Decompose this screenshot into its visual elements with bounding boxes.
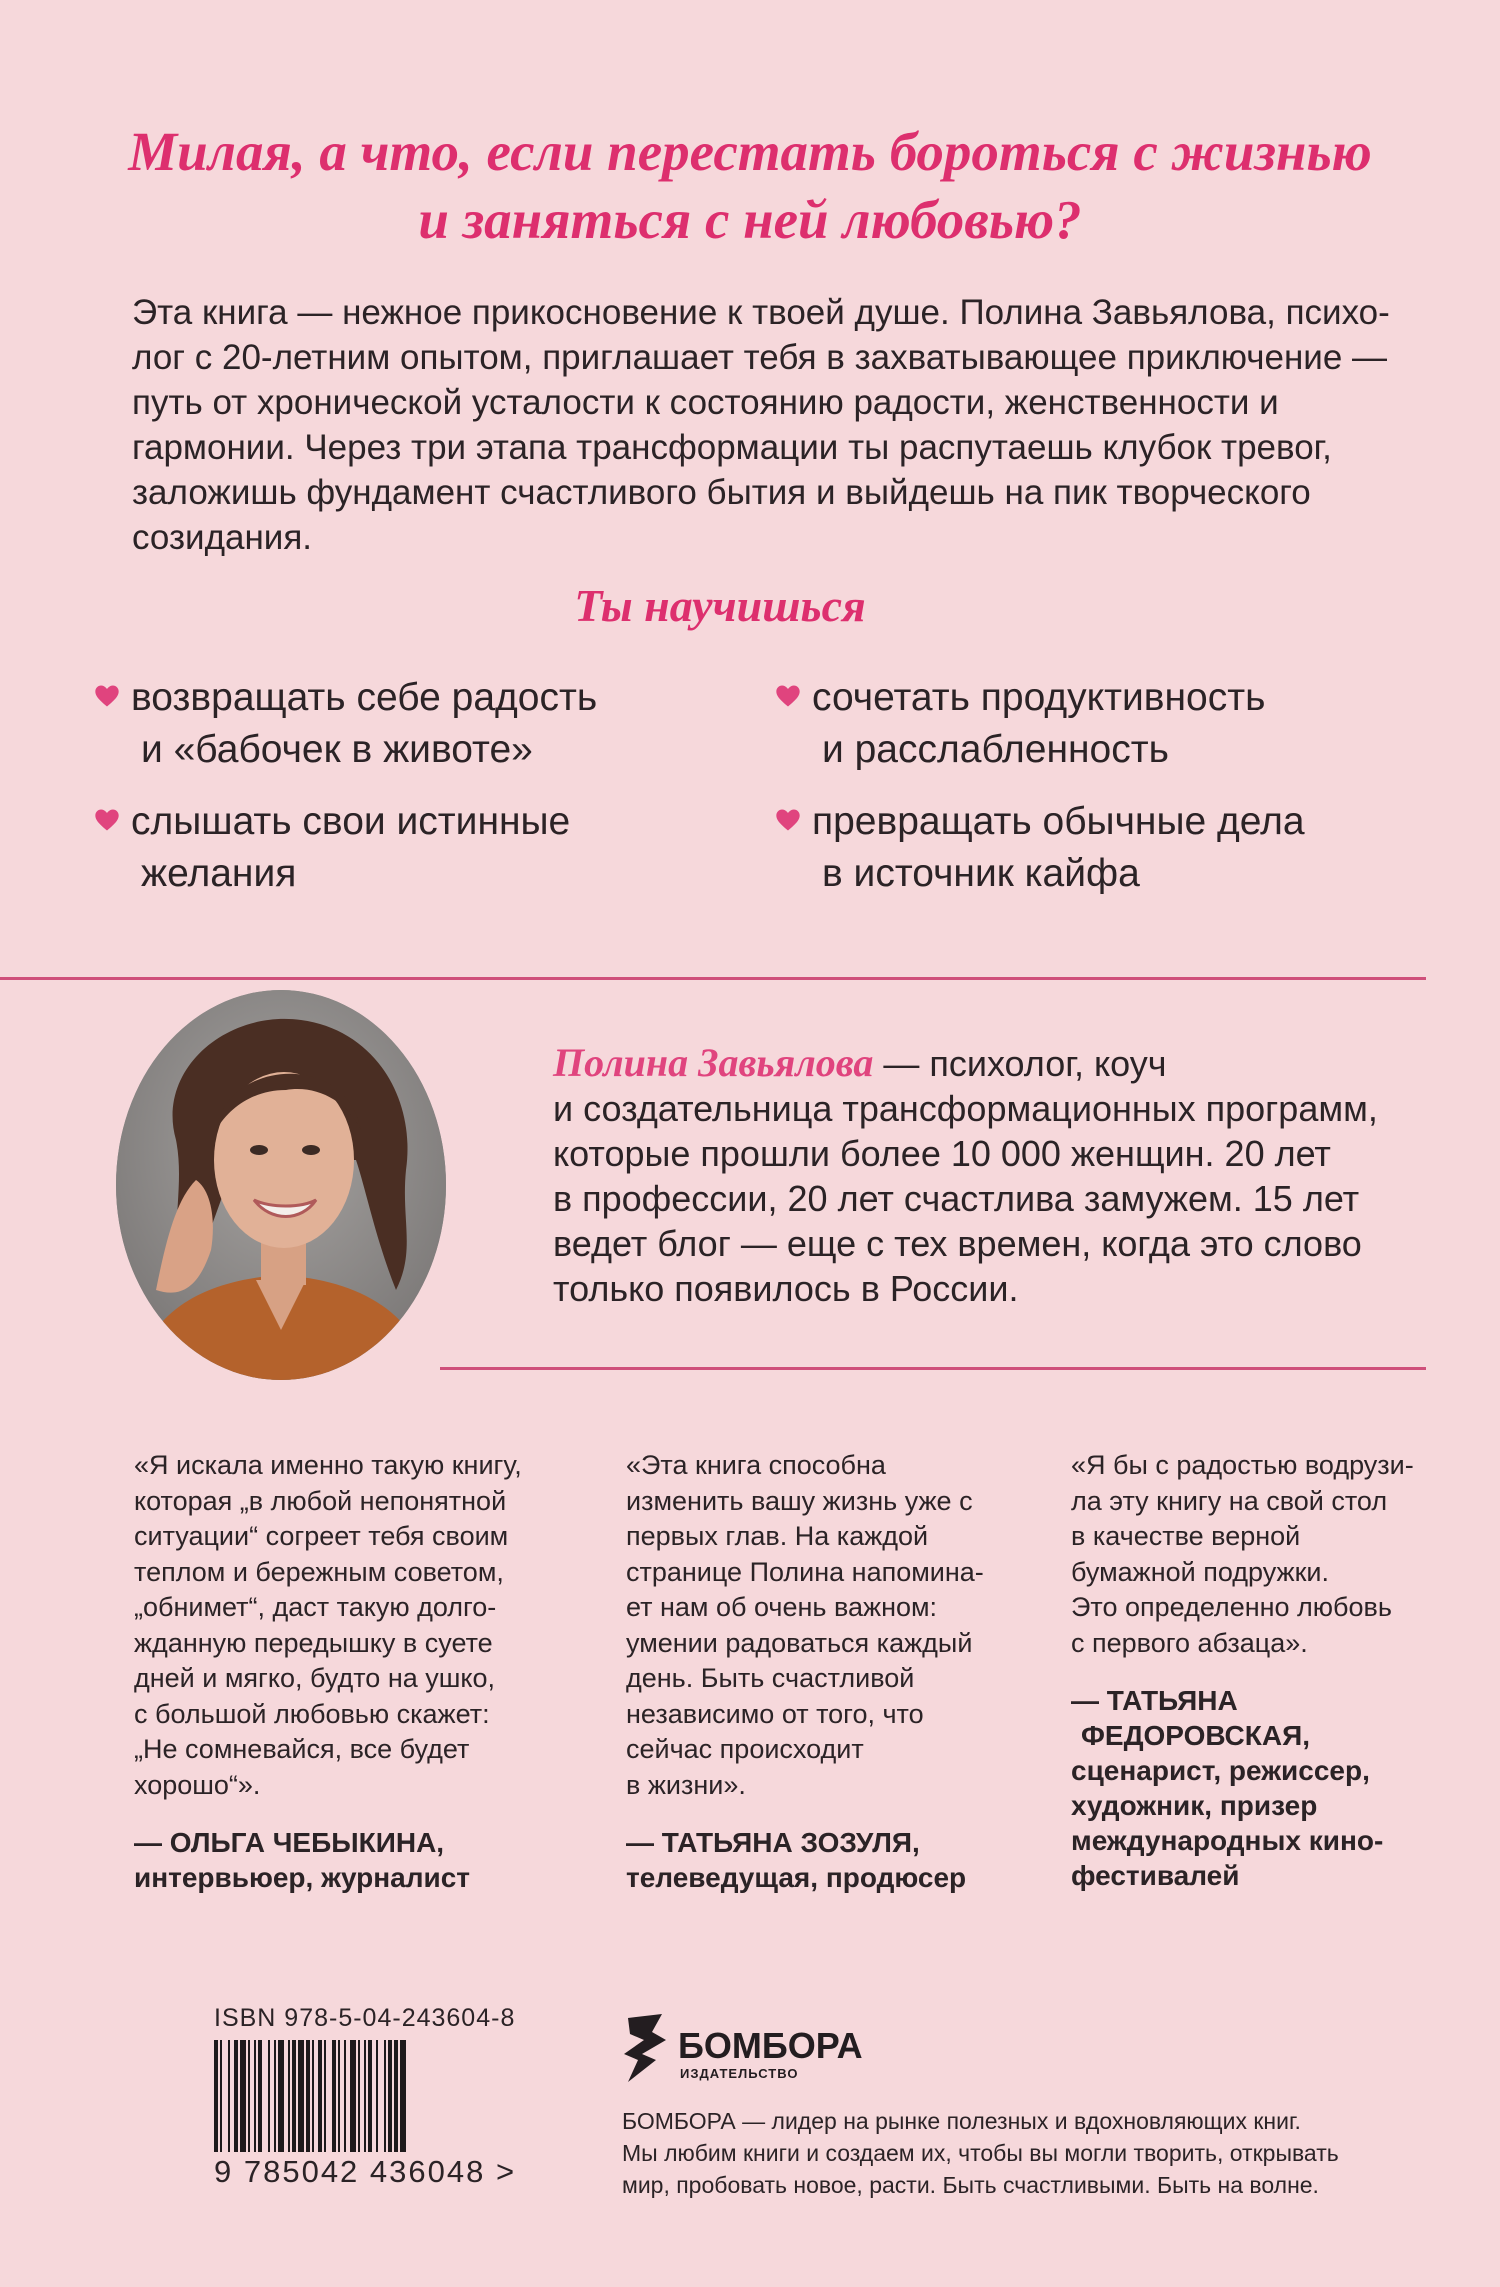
quote-author: фестивалей	[1071, 1860, 1240, 1891]
publisher-sub: ИЗДАТЕЛЬСТВО	[680, 2066, 799, 2081]
publisher-logo	[622, 2010, 882, 2095]
quote-author: — ОЛЬГА ЧЕБЫКИНА,	[134, 1827, 445, 1858]
heart-icon	[774, 682, 802, 710]
publisher-line: Мы любим книги и создаем их, чтобы вы могли творить, открывать	[622, 2140, 1339, 2166]
barcode-bar	[332, 2040, 336, 2152]
barcode-bar	[240, 2040, 246, 2152]
quote-line: хорошо“».	[134, 1769, 261, 1800]
quote-line: сейчас происходит	[626, 1734, 864, 1764]
intro-line: созидания.	[132, 518, 313, 557]
learn-item-line: в источник кайфа	[822, 852, 1140, 895]
barcode-bar	[324, 2040, 326, 2152]
quote-author: сценарист, режиссер,	[1071, 1755, 1370, 1786]
barcode-bar	[228, 2040, 230, 2152]
learn-title: Ты научишься	[574, 580, 866, 631]
quote-line: ет нам об очень важном:	[626, 1592, 938, 1622]
intro-paragraph	[132, 290, 1390, 560]
publisher-description	[622, 2105, 1402, 2201]
quote-author: художник, призер	[1071, 1790, 1318, 1821]
barcode-bar	[258, 2040, 262, 2152]
barcode-bar	[254, 2040, 256, 2152]
headline-line: и заняться с ней любовью?	[418, 189, 1082, 250]
barcode-bar	[274, 2040, 276, 2152]
barcode-bar	[350, 2040, 356, 2152]
barcode-bar	[214, 2040, 218, 2152]
quote-author: международных кино-	[1071, 1825, 1384, 1856]
author-bio-line: в профессии, 20 лет счастлива замужем. 15 лет	[553, 1178, 1360, 1219]
headline-line: Милая, а что, если перестать бороться с жизнью	[128, 121, 1372, 182]
intro-line: лог с 20-летним опытом, приглашает тебя в захватывающее приключение —	[132, 338, 1388, 377]
author-bio-line: только появилось в России.	[553, 1268, 1019, 1309]
heart-icon	[93, 682, 121, 710]
barcode-bar	[368, 2040, 372, 2152]
quote-line: жданную передышку в суете	[134, 1627, 493, 1658]
author-bio-line: ведет блог — еще с тех времен, когда это слово	[553, 1223, 1362, 1264]
barcode-bar	[306, 2040, 310, 2152]
divider-top	[0, 977, 1426, 980]
barcode-bar	[278, 2040, 284, 2152]
quote-3	[1071, 1448, 1414, 1893]
quote-line: умении радоваться каждый	[626, 1627, 973, 1658]
barcode-digits: 9 785042 436048 >	[214, 2154, 517, 2189]
quote-line: ла эту книгу на свой стол	[1071, 1485, 1388, 1516]
intro-line: путь от хронической усталости к состоянию радости, женственности и	[132, 383, 1279, 422]
quote-line: „Не сомневайся, все будет	[134, 1734, 470, 1764]
quote-line: «Я бы с радостью водрузи-	[1071, 1450, 1414, 1480]
quote-line: „обнимет“, даст такую долго-	[134, 1592, 497, 1622]
quote-line: первых глав. На каждой	[626, 1521, 929, 1551]
intro-line: гармонии. Через три этапа трансформации ты распутаешь клубок тревог,	[132, 428, 1332, 467]
quote-author: — ТАТЬЯНА ЗОЗУЛЯ,	[626, 1827, 920, 1858]
learn-item-line: и «бабочек в животе»	[141, 728, 533, 771]
barcode-bar	[318, 2040, 322, 2152]
quote-author: телеведущая, продюсер	[626, 1862, 967, 1893]
barcode-bar	[268, 2040, 270, 2152]
author-photo	[116, 990, 446, 1380]
learn-item-line: превращать обычные дела	[812, 800, 1305, 843]
quote-line: «Эта книга способна	[626, 1450, 886, 1480]
quote-line: день. Быть счастливой	[626, 1663, 915, 1693]
barcode-bar	[384, 2040, 386, 2152]
publisher-line: мир, пробовать новое, расти. Быть счастливыми. Быть на волне.	[622, 2172, 1319, 2198]
quote-line: «Я искала именно такую книгу,	[134, 1450, 522, 1480]
barcode-bar	[234, 2040, 238, 2152]
quote-author: — ТАТЬЯНА	[1071, 1685, 1238, 1716]
intro-line: Эта книга — нежное прикосновение к твоей душе. Полина Завьялова, психо-	[132, 293, 1390, 332]
intro-line: заложишь фундамент счастливого бытия и выйдешь на пик творческого	[132, 473, 1311, 512]
quote-line: независимо от того, что	[626, 1698, 924, 1729]
heart-icon	[774, 806, 802, 834]
learn-item	[131, 672, 597, 776]
learn-item-line: слышать свои истинные	[131, 800, 571, 843]
barcode-bar	[338, 2040, 340, 2152]
barcode-bar	[394, 2040, 398, 2152]
bombora-logo	[622, 2010, 882, 2090]
quote-author: ФЕДОРОВСКАЯ,	[1081, 1720, 1310, 1751]
quote-line: изменить вашу жизнь уже с	[626, 1485, 973, 1516]
learn-item-line: сочетать продуктивность	[812, 676, 1266, 719]
quote-line: в качестве верной	[1071, 1521, 1301, 1551]
barcode-bar	[364, 2040, 366, 2152]
author-bio-line: и создательница трансформационных программ,	[553, 1088, 1378, 1129]
learn-item	[131, 796, 570, 900]
author-bio-line: — психолог, коуч	[873, 1043, 1167, 1084]
barcode-bar	[388, 2040, 392, 2152]
quote-line: ситуации“ согреет тебя своим	[134, 1521, 509, 1551]
barcode-bar	[358, 2040, 360, 2152]
barcode-bar	[344, 2040, 346, 2152]
quote-2	[626, 1448, 984, 1895]
learn-item-line: желания	[141, 852, 297, 895]
divider-bottom	[440, 1367, 1426, 1370]
quote-line: которая „в любой непонятной	[134, 1485, 507, 1516]
barcode-bar	[248, 2040, 250, 2152]
isbn: ISBN 978-5-04-243604-8	[214, 2004, 516, 2032]
learn-item	[812, 672, 1265, 776]
barcode-bar	[400, 2040, 406, 2152]
barcode-bar	[298, 2040, 304, 2152]
quote-line: теплом и бережным советом,	[134, 1556, 504, 1587]
heart-icon	[93, 806, 121, 834]
publisher-line: БОМБОРА — лидер на рынке полезных и вдохновляющих книг.	[622, 2108, 1301, 2134]
barcode-bar	[220, 2040, 222, 2152]
quote-line: дней и мягко, будто на ушко,	[134, 1663, 496, 1693]
quote-line: бумажной подружки.	[1071, 1556, 1329, 1587]
quote-line: с первого абзаца».	[1071, 1627, 1308, 1658]
author-portrait	[116, 990, 446, 1380]
author-name: Полина Завьялова	[553, 1040, 874, 1085]
barcode	[214, 2040, 494, 2152]
headline	[0, 118, 1500, 254]
barcode-bar	[312, 2040, 314, 2152]
author-bio-line: которые прошли более 10 000 женщин. 20 лет	[553, 1133, 1331, 1174]
quote-1	[134, 1448, 522, 1895]
barcode-bar	[292, 2040, 296, 2152]
author-bio	[553, 1040, 1413, 1311]
barcode-bar	[376, 2040, 378, 2152]
quote-line: в жизни».	[626, 1769, 746, 1800]
barcode-bar	[288, 2040, 290, 2152]
quote-line: с большой любовью скажет:	[134, 1698, 490, 1729]
quote-line: Это определенно любовь	[1071, 1592, 1392, 1622]
learn-item	[812, 796, 1305, 900]
quote-line: странице Полина напомина-	[626, 1556, 984, 1587]
publisher-name: БОМБОРА	[678, 2025, 863, 2066]
learn-item-line: и расслабленность	[822, 728, 1169, 771]
quote-author: интервьюер, журналист	[134, 1862, 471, 1893]
learn-item-line: возвращать себе радость	[131, 676, 598, 719]
